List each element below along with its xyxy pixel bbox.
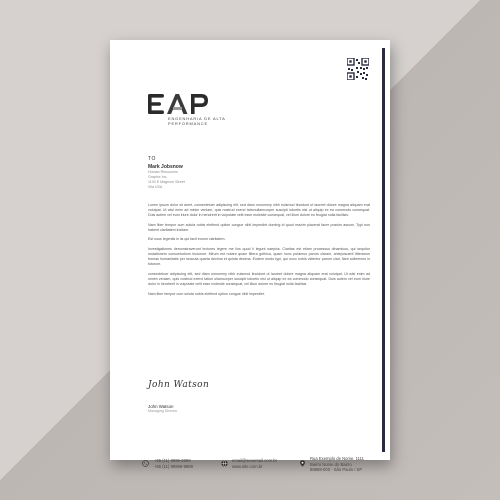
phone-number[interactable]: +55 (11) 99999-9999 xyxy=(154,463,193,469)
handwritten-signature: John Watson xyxy=(148,380,210,390)
accent-bar xyxy=(382,48,385,452)
website-link[interactable]: www.site.com.br xyxy=(232,463,263,469)
email-link[interactable]: email@seuemail.com.br xyxy=(232,458,277,463)
logo-subtitle-line2: PERFORMANCE xyxy=(168,121,208,126)
address-line: 88888-000 - São Paulo / SP xyxy=(310,467,363,473)
whatsapp-icon xyxy=(142,460,149,467)
to-label: TO xyxy=(148,156,156,162)
letter-paragraph: Est usus legentis in iis qui facit eorum claritatem. xyxy=(148,237,226,242)
phone-number[interactable]: +55 (11) 9999-9999 xyxy=(154,458,191,463)
letterhead-page xyxy=(110,40,390,473)
recipient-name: Mark Jobsnow xyxy=(148,164,183,170)
letter-paragraph: Nam liber tempor cum soluta nobis eleifend option congue nihil imperdiet. xyxy=(148,291,265,296)
address-line: Bairro Nome do Bairro xyxy=(310,461,352,467)
letter-paragraph: Lorem ipsum dolor sit amet, consectetuer adipiscing elit, sed diam nonummy nibh euismod tincidunt ut laoreet dolore magna aliquam erat volutpat. Ut wisi enim ad minim veniam, quis nostrud exerci tationullamcorper suscipit lobortis nisl ut aliquip ex ea commodo consequat. Duis autem vel eum iriure dolor in hendrerit in vulputate velit esse molestie consequat, vel illum dolore eu feugiat nulla facilisis. xyxy=(148,203,370,218)
letter-paragraph: Nam liber tempor cum soluta nobis eleifend option congue nihil imperdiet doming id quod mazim placerat facer possim assum. Typi non habent claritatem insitam. xyxy=(148,222,370,232)
location-pin-icon xyxy=(299,460,306,467)
signatory-role: Managing Director xyxy=(148,409,178,413)
footer-address xyxy=(310,456,364,473)
recipient-line: Graphic Inc. xyxy=(148,175,168,179)
footer-phones xyxy=(154,458,193,469)
recipient-line: 1100 E Magnum Street xyxy=(148,180,185,184)
logo-subtitle xyxy=(168,116,226,126)
qr-code-icon xyxy=(347,58,369,80)
globe-icon xyxy=(221,460,228,467)
eap-logo-mark xyxy=(148,93,210,115)
footer xyxy=(140,458,380,478)
letter-paragraph: consectetuer adipiscing elit, sed diam nonummy nibh euismod tincidunt ut laoreet dolore magna aliquam erat volutpat. Ut wisi enim ad minim veniam, quis nostrud exerci tation ullamcorper suscipit lobortis nisl ut aliquip ex ea commodo consequat. Duis autem vel eum iriure dolor in hendrerit in vulputate velit esse molestie consequat, vel illum dolore eu feugiat nulla facilisis. xyxy=(148,271,370,287)
company-logo xyxy=(148,93,226,126)
footer-contact xyxy=(232,458,277,469)
recipient-line: Human Resources xyxy=(148,170,178,174)
logo-subtitle-line1: ENGENHARIA DE ALTA xyxy=(168,116,226,121)
recipient-line: Vila USA xyxy=(148,185,163,189)
letter-body xyxy=(148,203,370,301)
letter-paragraph: Investigationes demonstraverunt lectores legere me lius quod ii legunt saepius. Claritas est etiam processus dinamicus, qui sequitur mutationem consuetudium lectorum. Mirum est notare quam littera gothica, quam nunc putamus parum claram, anteposuerit litterarum formas humanitatis per seacula quarta decima et quinta decima. Eodem modo typi, qui nunc nobis videntur parum clari, fiant sollemnes in futurum. xyxy=(148,246,370,267)
recipient-block xyxy=(148,156,185,190)
address-line: Rua Exemplo de Nome, 1111 xyxy=(310,456,365,461)
signatory-name: John Watson xyxy=(148,404,174,409)
